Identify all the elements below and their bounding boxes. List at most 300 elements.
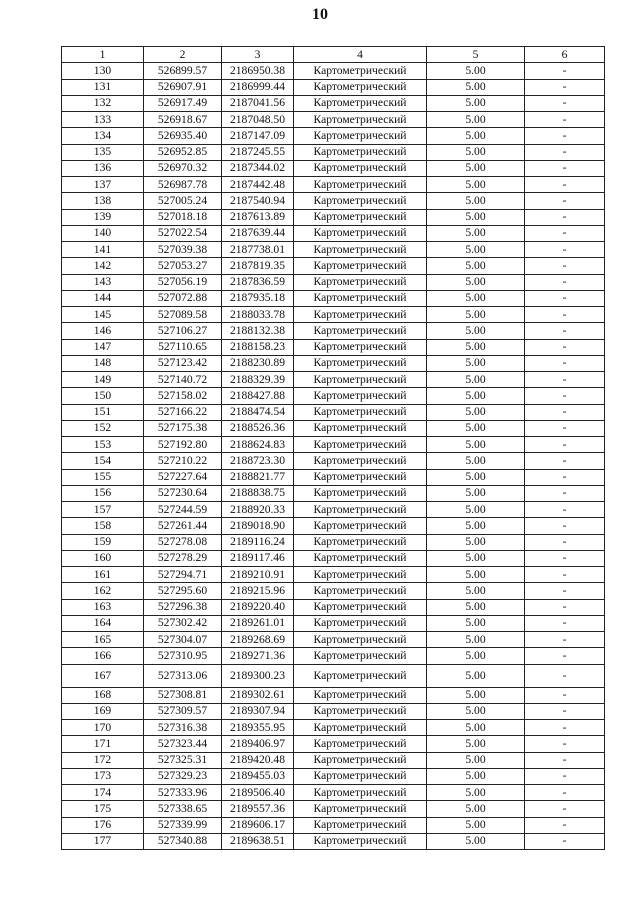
cell-y-coordinate: 2189261.01	[222, 615, 294, 631]
table-row	[62, 307, 605, 323]
cell-method: Картометрический	[294, 720, 427, 736]
cell-y-coordinate: 2188526.36	[222, 420, 294, 436]
cell-point-number: 162	[62, 583, 144, 599]
cell-y-coordinate: 2188723.30	[222, 453, 294, 469]
cell-accuracy: 5.00	[427, 307, 525, 323]
cell-method: Картометрический	[294, 209, 427, 225]
cell-y-coordinate: 2187819.35	[222, 258, 294, 274]
cell-method: Картометрический	[294, 225, 427, 241]
cell-x-coordinate: 527309.57	[144, 703, 222, 719]
cell-x-coordinate: 527106.27	[144, 323, 222, 339]
cell-y-coordinate: 2188920.33	[222, 502, 294, 518]
cell-note: -	[525, 615, 605, 631]
cell-x-coordinate: 527313.06	[144, 664, 222, 687]
cell-y-coordinate: 2188132.38	[222, 323, 294, 339]
cell-x-coordinate: 527244.59	[144, 502, 222, 518]
cell-accuracy: 5.00	[427, 160, 525, 176]
cell-method: Картометрический	[294, 736, 427, 752]
table-row	[62, 388, 605, 404]
cell-accuracy: 5.00	[427, 404, 525, 420]
cell-point-number: 160	[62, 550, 144, 566]
cell-x-coordinate: 527053.27	[144, 258, 222, 274]
cell-point-number: 154	[62, 453, 144, 469]
cell-accuracy: 5.00	[427, 290, 525, 306]
cell-point-number: 140	[62, 225, 144, 241]
cell-accuracy: 5.00	[427, 833, 525, 849]
table-row	[62, 128, 605, 144]
cell-accuracy: 5.00	[427, 518, 525, 534]
cell-accuracy: 5.00	[427, 323, 525, 339]
table-row	[62, 687, 605, 703]
cell-point-number: 163	[62, 599, 144, 615]
cell-note: -	[525, 817, 605, 833]
cell-accuracy: 5.00	[427, 177, 525, 193]
cell-accuracy: 5.00	[427, 79, 525, 95]
cell-y-coordinate: 2189215.96	[222, 583, 294, 599]
cell-y-coordinate: 2188474.54	[222, 404, 294, 420]
cell-method: Картометрический	[294, 502, 427, 518]
cell-y-coordinate: 2189271.36	[222, 648, 294, 664]
cell-method: Картометрический	[294, 258, 427, 274]
table-row	[62, 79, 605, 95]
cell-note: -	[525, 177, 605, 193]
column-header-4: 4	[294, 47, 427, 63]
table-row	[62, 242, 605, 258]
cell-point-number: 170	[62, 720, 144, 736]
cell-note: -	[525, 785, 605, 801]
column-header-1: 1	[62, 47, 144, 63]
cell-x-coordinate: 527296.38	[144, 599, 222, 615]
cell-accuracy: 5.00	[427, 112, 525, 128]
cell-y-coordinate: 2187613.89	[222, 209, 294, 225]
cell-y-coordinate: 2188033.78	[222, 307, 294, 323]
cell-point-number: 172	[62, 752, 144, 768]
cell-point-number: 145	[62, 307, 144, 323]
cell-point-number: 153	[62, 437, 144, 453]
cell-accuracy: 5.00	[427, 63, 525, 79]
cell-y-coordinate: 2186999.44	[222, 79, 294, 95]
cell-point-number: 156	[62, 485, 144, 501]
cell-point-number: 137	[62, 177, 144, 193]
cell-note: -	[525, 550, 605, 566]
cell-method: Картометрический	[294, 274, 427, 290]
cell-point-number: 138	[62, 193, 144, 209]
cell-x-coordinate: 527192.80	[144, 437, 222, 453]
cell-x-coordinate: 527338.65	[144, 801, 222, 817]
cell-y-coordinate: 2187935.18	[222, 290, 294, 306]
cell-note: -	[525, 372, 605, 388]
cell-point-number: 164	[62, 615, 144, 631]
table-row	[62, 583, 605, 599]
cell-y-coordinate: 2188230.89	[222, 355, 294, 371]
cell-method: Картометрический	[294, 664, 427, 687]
cell-x-coordinate: 527158.02	[144, 388, 222, 404]
cell-accuracy: 5.00	[427, 768, 525, 784]
table-row	[62, 453, 605, 469]
cell-x-coordinate: 527039.38	[144, 242, 222, 258]
cell-note: -	[525, 567, 605, 583]
cell-note: -	[525, 388, 605, 404]
cell-point-number: 165	[62, 632, 144, 648]
cell-accuracy: 5.00	[427, 720, 525, 736]
cell-method: Картометрический	[294, 339, 427, 355]
cell-note: -	[525, 144, 605, 160]
cell-point-number: 168	[62, 687, 144, 703]
cell-y-coordinate: 2187540.94	[222, 193, 294, 209]
cell-y-coordinate: 2187041.56	[222, 95, 294, 111]
table-row	[62, 768, 605, 784]
cell-method: Картометрический	[294, 534, 427, 550]
cell-y-coordinate: 2187738.01	[222, 242, 294, 258]
table-body	[62, 63, 605, 850]
cell-note: -	[525, 485, 605, 501]
cell-point-number: 158	[62, 518, 144, 534]
cell-accuracy: 5.00	[427, 534, 525, 550]
table-row	[62, 648, 605, 664]
table-row	[62, 290, 605, 306]
page-number: 10	[312, 6, 328, 23]
cell-accuracy: 5.00	[427, 485, 525, 501]
cell-method: Картометрический	[294, 420, 427, 436]
cell-y-coordinate: 2189117.46	[222, 550, 294, 566]
table-row	[62, 485, 605, 501]
cell-method: Картометрический	[294, 95, 427, 111]
cell-point-number: 147	[62, 339, 144, 355]
cell-note: -	[525, 323, 605, 339]
cell-point-number: 171	[62, 736, 144, 752]
cell-note: -	[525, 687, 605, 703]
cell-y-coordinate: 2187048.50	[222, 112, 294, 128]
cell-method: Картометрический	[294, 583, 427, 599]
cell-accuracy: 5.00	[427, 817, 525, 833]
cell-y-coordinate: 2188821.77	[222, 469, 294, 485]
table-row	[62, 801, 605, 817]
cell-x-coordinate: 527056.19	[144, 274, 222, 290]
cell-y-coordinate: 2189557.36	[222, 801, 294, 817]
cell-accuracy: 5.00	[427, 95, 525, 111]
cell-x-coordinate: 526907.91	[144, 79, 222, 95]
table-row	[62, 599, 605, 615]
column-header-3: 3	[222, 47, 294, 63]
cell-x-coordinate: 527294.71	[144, 567, 222, 583]
cell-method: Картометрический	[294, 177, 427, 193]
table-row	[62, 632, 605, 648]
table-row	[62, 63, 605, 79]
cell-method: Картометрический	[294, 687, 427, 703]
cell-x-coordinate: 526952.85	[144, 144, 222, 160]
cell-x-coordinate: 526987.78	[144, 177, 222, 193]
cell-note: -	[525, 242, 605, 258]
cell-y-coordinate: 2189302.61	[222, 687, 294, 703]
table-row	[62, 502, 605, 518]
cell-note: -	[525, 63, 605, 79]
cell-x-coordinate: 526935.40	[144, 128, 222, 144]
cell-point-number: 139	[62, 209, 144, 225]
cell-point-number: 134	[62, 128, 144, 144]
cell-y-coordinate: 2189355.95	[222, 720, 294, 736]
cell-method: Картометрический	[294, 752, 427, 768]
cell-x-coordinate: 527323.44	[144, 736, 222, 752]
table-row	[62, 469, 605, 485]
cell-point-number: 155	[62, 469, 144, 485]
table-row	[62, 258, 605, 274]
cell-x-coordinate: 527166.22	[144, 404, 222, 420]
cell-note: -	[525, 404, 605, 420]
cell-accuracy: 5.00	[427, 469, 525, 485]
cell-y-coordinate: 2187245.55	[222, 144, 294, 160]
cell-accuracy: 5.00	[427, 144, 525, 160]
cell-method: Картометрический	[294, 290, 427, 306]
cell-accuracy: 5.00	[427, 785, 525, 801]
cell-note: -	[525, 768, 605, 784]
cell-point-number: 135	[62, 144, 144, 160]
cell-x-coordinate: 527333.96	[144, 785, 222, 801]
table-row	[62, 703, 605, 719]
cell-note: -	[525, 599, 605, 615]
cell-point-number: 157	[62, 502, 144, 518]
cell-point-number: 167	[62, 664, 144, 687]
cell-method: Картометрический	[294, 615, 427, 631]
cell-method: Картометрический	[294, 388, 427, 404]
table-row	[62, 193, 605, 209]
cell-note: -	[525, 469, 605, 485]
cell-x-coordinate: 527310.95	[144, 648, 222, 664]
table-row	[62, 323, 605, 339]
cell-y-coordinate: 2189420.48	[222, 752, 294, 768]
cell-y-coordinate: 2189506.40	[222, 785, 294, 801]
cell-method: Картометрический	[294, 437, 427, 453]
cell-x-coordinate: 526918.67	[144, 112, 222, 128]
cell-note: -	[525, 648, 605, 664]
cell-y-coordinate: 2189638.51	[222, 833, 294, 849]
cell-note: -	[525, 583, 605, 599]
cell-method: Картометрический	[294, 518, 427, 534]
cell-point-number: 142	[62, 258, 144, 274]
table-row	[62, 144, 605, 160]
cell-method: Картометрический	[294, 160, 427, 176]
cell-y-coordinate: 2189300.23	[222, 664, 294, 687]
table-row	[62, 355, 605, 371]
cell-x-coordinate: 527123.42	[144, 355, 222, 371]
cell-method: Картометрический	[294, 648, 427, 664]
cell-point-number: 176	[62, 817, 144, 833]
cell-accuracy: 5.00	[427, 420, 525, 436]
cell-x-coordinate: 527175.38	[144, 420, 222, 436]
cell-x-coordinate: 527325.31	[144, 752, 222, 768]
cell-point-number: 169	[62, 703, 144, 719]
table-row	[62, 112, 605, 128]
cell-note: -	[525, 79, 605, 95]
cell-method: Картометрический	[294, 550, 427, 566]
cell-point-number: 161	[62, 567, 144, 583]
column-header-6: 6	[525, 47, 605, 63]
cell-accuracy: 5.00	[427, 225, 525, 241]
cell-note: -	[525, 632, 605, 648]
cell-y-coordinate: 2189307.94	[222, 703, 294, 719]
cell-accuracy: 5.00	[427, 128, 525, 144]
cell-accuracy: 5.00	[427, 801, 525, 817]
cell-y-coordinate: 2188427.88	[222, 388, 294, 404]
table-row	[62, 209, 605, 225]
cell-x-coordinate: 526899.57	[144, 63, 222, 79]
cell-y-coordinate: 2189455.03	[222, 768, 294, 784]
cell-note: -	[525, 703, 605, 719]
cell-y-coordinate: 2188624.83	[222, 437, 294, 453]
cell-note: -	[525, 502, 605, 518]
cell-point-number: 149	[62, 372, 144, 388]
cell-method: Картометрический	[294, 307, 427, 323]
cell-x-coordinate: 527316.38	[144, 720, 222, 736]
cell-note: -	[525, 453, 605, 469]
coordinates-table	[61, 46, 605, 850]
cell-x-coordinate: 527210.22	[144, 453, 222, 469]
cell-point-number: 132	[62, 95, 144, 111]
cell-accuracy: 5.00	[427, 388, 525, 404]
cell-accuracy: 5.00	[427, 339, 525, 355]
cell-accuracy: 5.00	[427, 648, 525, 664]
cell-note: -	[525, 518, 605, 534]
cell-y-coordinate: 2187147.09	[222, 128, 294, 144]
table-row	[62, 372, 605, 388]
cell-y-coordinate: 2189606.17	[222, 817, 294, 833]
table-row	[62, 339, 605, 355]
cell-x-coordinate: 527089.58	[144, 307, 222, 323]
table-row	[62, 736, 605, 752]
cell-note: -	[525, 833, 605, 849]
cell-point-number: 173	[62, 768, 144, 784]
cell-point-number: 141	[62, 242, 144, 258]
cell-y-coordinate: 2187639.44	[222, 225, 294, 241]
cell-x-coordinate: 527230.64	[144, 485, 222, 501]
cell-method: Картометрический	[294, 372, 427, 388]
table-row	[62, 817, 605, 833]
cell-method: Картометрический	[294, 144, 427, 160]
table-row	[62, 160, 605, 176]
table-row	[62, 404, 605, 420]
cell-y-coordinate: 2189220.40	[222, 599, 294, 615]
cell-method: Картометрический	[294, 632, 427, 648]
cell-x-coordinate: 527005.24	[144, 193, 222, 209]
cell-accuracy: 5.00	[427, 258, 525, 274]
table-row	[62, 225, 605, 241]
cell-accuracy: 5.00	[427, 615, 525, 631]
cell-accuracy: 5.00	[427, 502, 525, 518]
cell-x-coordinate: 527329.23	[144, 768, 222, 784]
cell-y-coordinate: 2188838.75	[222, 485, 294, 501]
cell-point-number: 151	[62, 404, 144, 420]
cell-point-number: 131	[62, 79, 144, 95]
cell-point-number: 159	[62, 534, 144, 550]
cell-x-coordinate: 527302.42	[144, 615, 222, 631]
cell-point-number: 136	[62, 160, 144, 176]
cell-method: Картометрический	[294, 453, 427, 469]
cell-method: Картометрический	[294, 599, 427, 615]
cell-y-coordinate: 2189406.97	[222, 736, 294, 752]
column-header-5: 5	[427, 47, 525, 63]
table-row	[62, 785, 605, 801]
cell-method: Картометрический	[294, 833, 427, 849]
cell-accuracy: 5.00	[427, 567, 525, 583]
cell-note: -	[525, 290, 605, 306]
cell-point-number: 133	[62, 112, 144, 128]
cell-note: -	[525, 437, 605, 453]
cell-y-coordinate: 2189116.24	[222, 534, 294, 550]
cell-method: Картометрический	[294, 703, 427, 719]
cell-y-coordinate: 2189018.90	[222, 518, 294, 534]
cell-note: -	[525, 112, 605, 128]
cell-x-coordinate: 527140.72	[144, 372, 222, 388]
cell-method: Картометрический	[294, 785, 427, 801]
cell-accuracy: 5.00	[427, 437, 525, 453]
cell-accuracy: 5.00	[427, 193, 525, 209]
cell-note: -	[525, 736, 605, 752]
table-row	[62, 518, 605, 534]
cell-x-coordinate: 526917.49	[144, 95, 222, 111]
cell-point-number: 177	[62, 833, 144, 849]
table-row	[62, 274, 605, 290]
cell-accuracy: 5.00	[427, 209, 525, 225]
cell-note: -	[525, 193, 605, 209]
cell-point-number: 130	[62, 63, 144, 79]
cell-accuracy: 5.00	[427, 687, 525, 703]
cell-note: -	[525, 420, 605, 436]
cell-method: Картометрический	[294, 469, 427, 485]
table-row	[62, 550, 605, 566]
cell-note: -	[525, 801, 605, 817]
cell-accuracy: 5.00	[427, 453, 525, 469]
cell-point-number: 143	[62, 274, 144, 290]
cell-method: Картометрический	[294, 817, 427, 833]
cell-accuracy: 5.00	[427, 372, 525, 388]
cell-accuracy: 5.00	[427, 736, 525, 752]
table-row	[62, 420, 605, 436]
cell-y-coordinate: 2186950.38	[222, 63, 294, 79]
cell-x-coordinate: 527022.54	[144, 225, 222, 241]
cell-method: Картометрический	[294, 323, 427, 339]
cell-method: Картометрический	[294, 193, 427, 209]
table-header-row	[62, 47, 605, 63]
cell-note: -	[525, 664, 605, 687]
table-row	[62, 567, 605, 583]
cell-x-coordinate: 527261.44	[144, 518, 222, 534]
cell-accuracy: 5.00	[427, 664, 525, 687]
cell-method: Картометрический	[294, 112, 427, 128]
cell-accuracy: 5.00	[427, 599, 525, 615]
cell-x-coordinate: 527278.29	[144, 550, 222, 566]
cell-x-coordinate: 527340.88	[144, 833, 222, 849]
cell-x-coordinate: 527018.18	[144, 209, 222, 225]
cell-accuracy: 5.00	[427, 550, 525, 566]
cell-y-coordinate: 2187442.48	[222, 177, 294, 193]
cell-method: Картометрический	[294, 567, 427, 583]
table-row	[62, 615, 605, 631]
cell-method: Картометрический	[294, 128, 427, 144]
table-row	[62, 664, 605, 687]
cell-y-coordinate: 2187836.59	[222, 274, 294, 290]
cell-y-coordinate: 2188329.39	[222, 372, 294, 388]
table-row	[62, 833, 605, 849]
cell-method: Картометрический	[294, 801, 427, 817]
table-row	[62, 720, 605, 736]
cell-note: -	[525, 307, 605, 323]
cell-x-coordinate: 527339.99	[144, 817, 222, 833]
cell-accuracy: 5.00	[427, 242, 525, 258]
table-row	[62, 95, 605, 111]
cell-y-coordinate: 2187344.02	[222, 160, 294, 176]
cell-note: -	[525, 225, 605, 241]
cell-note: -	[525, 209, 605, 225]
cell-note: -	[525, 720, 605, 736]
